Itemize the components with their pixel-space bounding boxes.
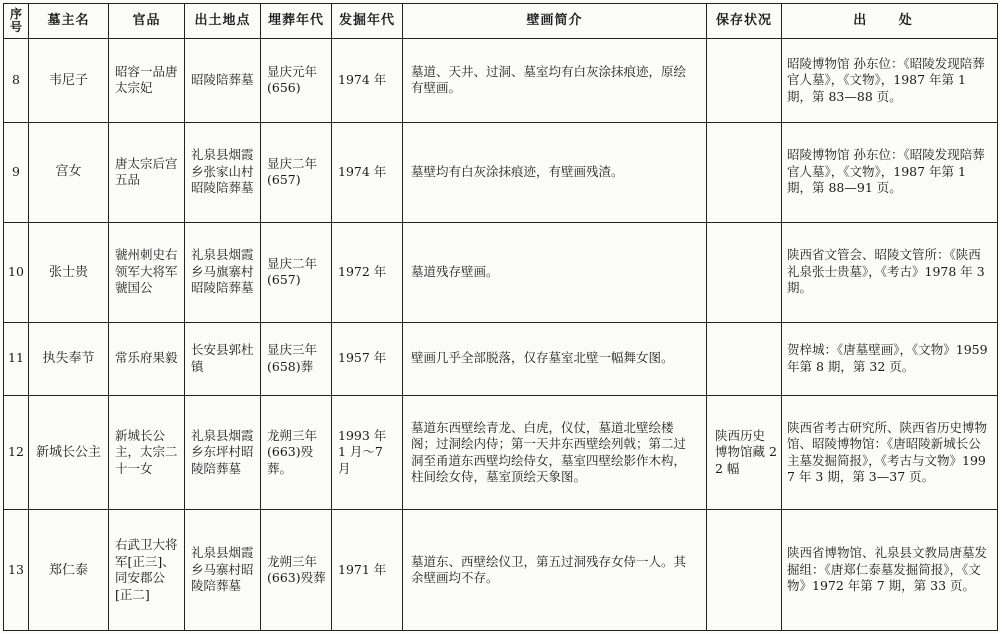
cell-excavation-era: 1974 年: [332, 39, 403, 123]
cell-source: 昭陵博物馆 孙东位：《昭陵发现陪葬官人墓》，《文物》，1987 年第 1 期，第 88—91 页。: [782, 122, 998, 222]
table-row: [4, 510, 998, 631]
cell-mural-summary: 壁画几乎全部脱落，仅存墓室北壁一幅舞女图。: [403, 322, 707, 395]
cell-burial-era: 龙朔三年(663)殁葬。: [261, 395, 332, 509]
cell-rank: 右武卫大将军[正三]、同安郡公[正二]: [109, 510, 185, 631]
cell-burial-era: 显庆三年(658)葬: [261, 322, 332, 395]
cell-index: 11: [4, 322, 29, 395]
header-source: 出 处: [782, 4, 998, 39]
cell-index: 10: [4, 222, 29, 322]
cell-site: 昭陵陪葬墓: [185, 39, 261, 123]
header-index: 序号: [4, 4, 29, 39]
cell-mural-summary: 墓道东西壁绘青龙、白虎，仪仗，墓道北壁绘楼阁；过洞绘内侍；第一天井东西壁绘列戟；第二过洞至甬道东西壁均绘侍女，墓室四壁绘影作木构，柱间绘女侍，墓室顶绘天象图。: [403, 395, 707, 509]
cell-burial-era: 龙朔三年(663)殁葬: [261, 510, 332, 631]
table-row: [4, 39, 998, 123]
cell-index: 8: [4, 39, 29, 123]
cell-occupant: 韦尼子: [29, 39, 109, 123]
header-occupant: 墓主名: [29, 4, 109, 39]
cell-rank: 唐太宗后宫五品: [109, 122, 185, 222]
header-preservation: 保存状况: [707, 4, 782, 39]
cell-excavation-era: 1993 年 1 月～7 月: [332, 395, 403, 509]
cell-occupant: 郑仁泰: [29, 510, 109, 631]
cell-preservation: [707, 122, 782, 222]
cell-index: 12: [4, 395, 29, 509]
tang-tomb-murals-table: [3, 3, 998, 631]
cell-mural-summary: 墓壁均有白灰涂抹痕迹，有壁画残渣。: [403, 122, 707, 222]
table-row: [4, 395, 998, 509]
cell-source: 昭陵博物馆 孙东位：《昭陵发现陪葬官人墓》，《文物》，1987 年第 1 期，第 83—88 页。: [782, 39, 998, 123]
cell-preservation: [707, 322, 782, 395]
cell-mural-summary: 墓道东、西壁绘仪卫，第五过洞残存女侍一人。其余壁画均不存。: [403, 510, 707, 631]
cell-burial-era: 显庆二年(657): [261, 122, 332, 222]
header-mural-summary: 壁画简介: [403, 4, 707, 39]
cell-site: 礼泉县烟霞乡东坪村昭陵陪葬墓: [185, 395, 261, 509]
table-row: [4, 322, 998, 395]
header-burial-era: 埋葬年代: [261, 4, 332, 39]
cell-mural-summary: 墓道、天井、过洞、墓室均有白灰涂抹痕迹，原绘有壁画。: [403, 39, 707, 123]
table-row: [4, 222, 998, 322]
cell-rank: 常乐府果毅: [109, 322, 185, 395]
cell-occupant: 宫女: [29, 122, 109, 222]
header-site: 出土地点: [185, 4, 261, 39]
cell-source: 贺梓城：《唐墓壁画》，《文物》1959 年第 8 期，第 32 页。: [782, 322, 998, 395]
cell-occupant: 新城长公主: [29, 395, 109, 509]
cell-rank: 新城长公主，太宗二十一女: [109, 395, 185, 509]
cell-preservation: 陕西历史博物馆藏 22 幅: [707, 395, 782, 509]
cell-burial-era: 显庆元年(656): [261, 39, 332, 123]
cell-excavation-era: 1957 年: [332, 322, 403, 395]
cell-excavation-era: 1972 年: [332, 222, 403, 322]
cell-site: 长安县郭杜镇: [185, 322, 261, 395]
cell-index: 9: [4, 122, 29, 222]
cell-index: 13: [4, 510, 29, 631]
header-rank: 官品: [109, 4, 185, 39]
cell-mural-summary: 墓道残存壁画。: [403, 222, 707, 322]
cell-excavation-era: 1971 年: [332, 510, 403, 631]
cell-preservation: [707, 222, 782, 322]
cell-occupant: 执失奉节: [29, 322, 109, 395]
cell-source: 陕西省考古研究所、陕西省历史博物馆、昭陵博物馆：《唐昭陵新城长公主墓发掘简报》，《考古与文物》1997 年 3 期，第 3—37 页。: [782, 395, 998, 509]
cell-rank: 昭容一品唐太宗妃: [109, 39, 185, 123]
cell-site: 礼泉县烟霞乡张家山村昭陵陪葬墓: [185, 122, 261, 222]
cell-source: 陕西省文管会、昭陵文管所：《陕西礼泉张士贵墓》，《考古》1978 年 3 期。: [782, 222, 998, 322]
cell-occupant: 张士贵: [29, 222, 109, 322]
header-excavation-era: 发掘年代: [332, 4, 403, 39]
header-row: [4, 4, 998, 39]
table-row: [4, 122, 998, 222]
cell-source: 陕西省博物馆、礼泉县文教局唐墓发掘组：《唐郑仁泰墓发掘简报》，《文物》1972 年第 7 期，第 33 页。: [782, 510, 998, 631]
cell-excavation-era: 1974 年: [332, 122, 403, 222]
cell-site: 礼泉县烟霞乡马寨村昭陵陪葬墓: [185, 510, 261, 631]
cell-rank: 虢州刺史右领军大将军虢国公: [109, 222, 185, 322]
cell-site: 礼泉县烟霞乡马旗寨村昭陵陪葬墓: [185, 222, 261, 322]
cell-burial-era: 显庆二年(657): [261, 222, 332, 322]
cell-preservation: [707, 510, 782, 631]
cell-preservation: [707, 39, 782, 123]
